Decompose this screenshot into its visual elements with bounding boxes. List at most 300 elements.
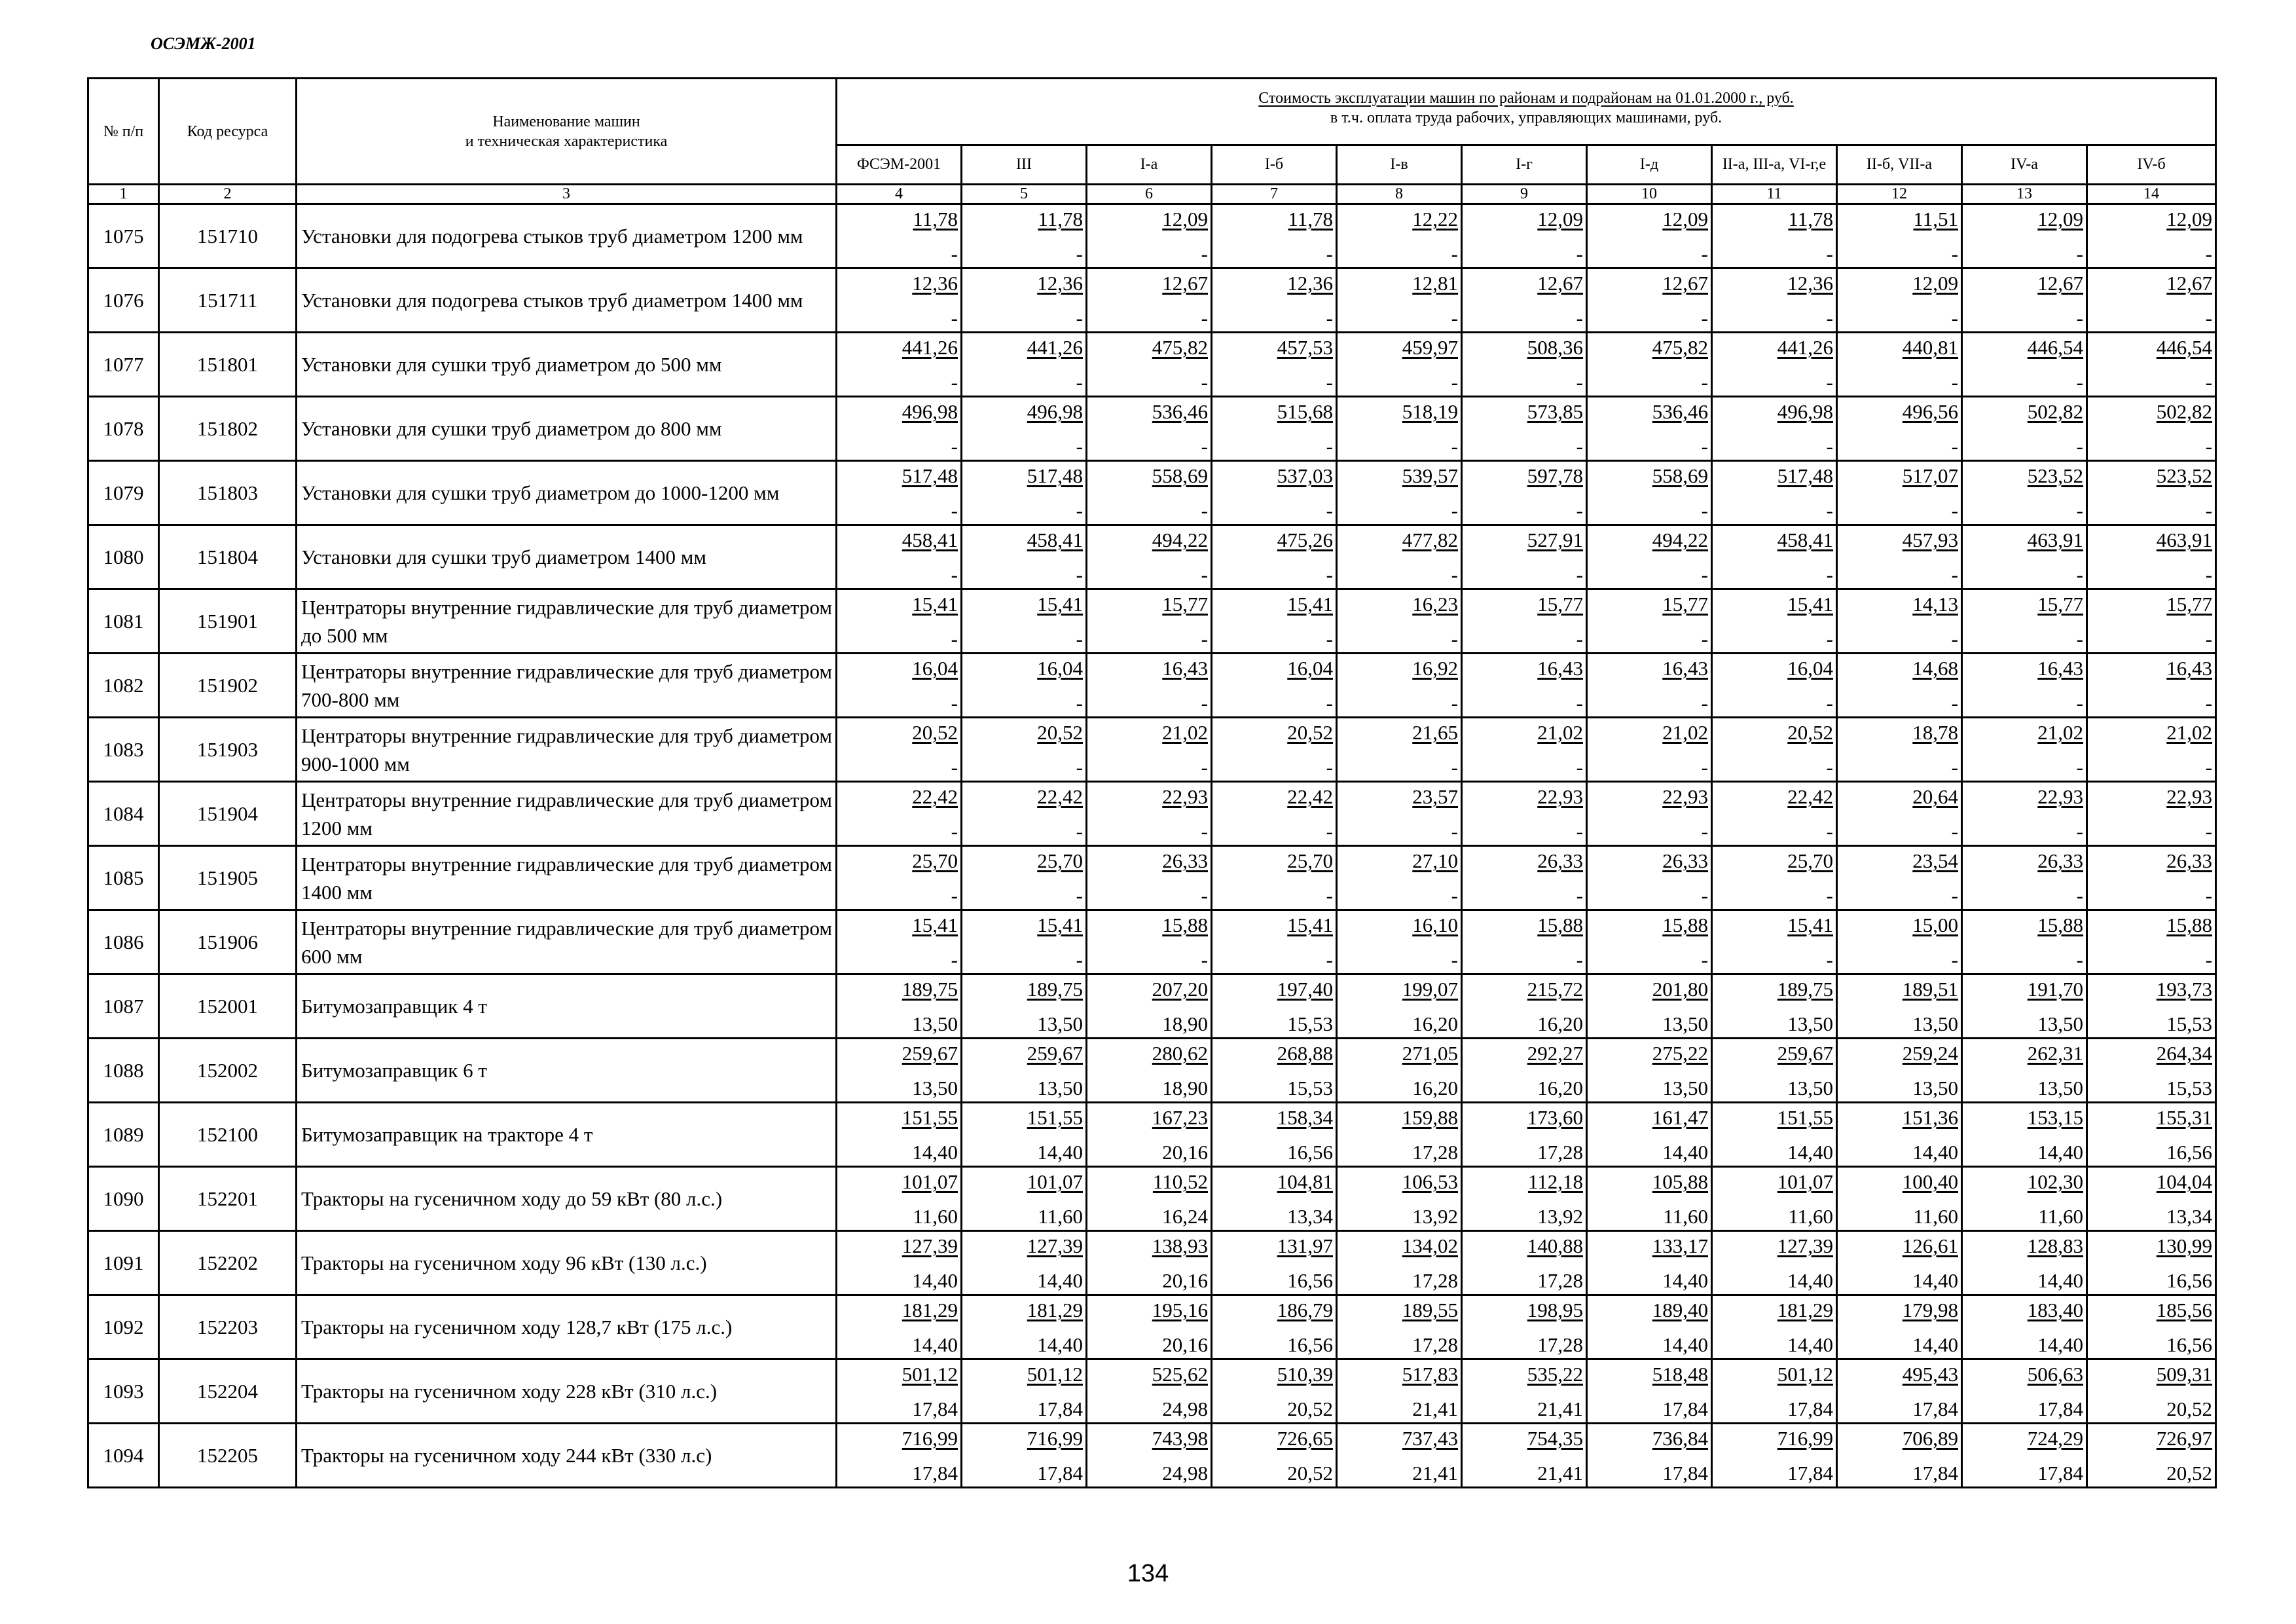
cost-cell [1712,1359,1837,1424]
operating-cost-value: 12,67 [1662,272,1708,295]
cost-cell [1212,718,1337,782]
operating-cost-value: 536,46 [1652,400,1708,423]
cost-cell [962,1359,1087,1424]
labor-cost: - [2205,563,2213,586]
labor-cost: - [1326,948,1333,971]
operating-cost-value: 20,52 [1037,721,1083,744]
labor-cost: 16,56 [2166,1269,2213,1292]
operating-cost-value: 16,04 [1787,657,1833,680]
row-number: 1087 [88,974,159,1039]
cost-cell [1837,1039,1962,1103]
operating-cost-value: 15,88 [1162,913,1208,936]
cost-cell [1587,461,1712,525]
operating-cost [962,1168,1085,1199]
operating-cost [962,1232,1085,1263]
labor-cost: - [1951,242,1958,265]
operating-cost-value: 280,62 [1152,1042,1208,1065]
labor-cost: 14,40 [1662,1333,1708,1356]
operating-cost [1087,269,1211,301]
operating-cost-value: 15,41 [912,593,958,616]
cost-cell [1962,910,2087,974]
cost-cell [1837,525,1962,589]
cost-cell [962,1231,1087,1295]
labor-cost: - [2205,435,2213,458]
operating-cost [1087,333,1211,365]
labor-cost: 16,20 [1412,1077,1458,1099]
operating-cost-value: 495,43 [1902,1363,1958,1386]
operating-cost-value: 193,73 [2156,978,2213,1001]
operating-cost [1212,718,1336,750]
cost-cell [1587,204,1712,268]
labor-cost: - [1951,371,1958,394]
operating-cost [837,1103,960,1135]
operating-cost-value: 12,81 [1412,272,1458,295]
labor-cost: - [1201,499,1208,522]
labor-cost: - [1451,563,1458,586]
operating-cost-value: 262,31 [2027,1042,2083,1065]
operating-cost-value: 21,02 [2166,721,2213,744]
labor-cost: - [1451,756,1458,779]
labor-cost: 16,24 [1162,1205,1208,1228]
labor-cost: 20,52 [1287,1462,1333,1485]
operating-cost [1588,1039,1711,1071]
operating-cost-value: 131,97 [1277,1234,1333,1257]
operating-cost-value: 496,98 [1027,400,1083,423]
operating-cost [1212,654,1336,686]
machine-name: Тракторы на гусеничном ходу 128,7 кВт (175 л.с.) [297,1295,837,1359]
operating-cost [2088,205,2215,236]
labor-cost: - [2076,692,2083,714]
operating-cost [1838,654,1961,686]
cost-cell [1962,1103,2087,1167]
operating-cost-value: 501,12 [1027,1363,1083,1386]
operating-cost-value: 502,82 [2027,400,2083,423]
cost-cell [962,718,1087,782]
labor-cost: - [951,371,958,394]
cost-cell [1212,1167,1337,1231]
operating-cost-value: 536,46 [1152,400,1208,423]
cost-cell [1837,654,1962,718]
cost-cell [1712,1295,1837,1359]
cost-cell [1962,397,2087,461]
labor-cost: - [2205,242,2213,265]
machine-name: Установки для сушки труб диаметром до 500 мм [297,333,837,397]
cost-cell [962,397,1087,461]
labor-cost: 17,84 [1912,1462,1958,1485]
operating-cost-value: 15,88 [2166,913,2213,936]
operating-cost [837,1424,960,1456]
labor-cost: - [2205,948,2213,971]
labor-cost: - [1451,820,1458,843]
cost-cell [837,1359,962,1424]
labor-cost: - [1701,242,1708,265]
operating-cost [1087,718,1211,750]
operating-cost [1588,847,1711,878]
operating-cost [1838,1424,1961,1456]
operating-cost-value: 726,65 [1277,1427,1333,1450]
operating-cost-value: 11,51 [1913,208,1958,231]
operating-cost-value: 15,77 [1662,593,1708,616]
operating-cost-value: 12,36 [912,272,958,295]
labor-cost: - [951,692,958,714]
labor-cost: 17,84 [1787,1462,1833,1485]
cost-cell [1337,654,1462,718]
operating-cost [1212,911,1336,942]
operating-cost-value: 15,41 [1037,913,1083,936]
operating-cost [1838,397,1961,429]
labor-cost: - [1451,692,1458,714]
cost-cell [1087,1103,1212,1167]
operating-cost-value: 151,55 [1027,1106,1083,1129]
labor-cost: 14,40 [1912,1333,1958,1356]
labor-cost: - [1701,499,1708,522]
operating-cost [1963,590,2086,621]
labor-cost: - [1326,242,1333,265]
cost-cell [1212,1295,1337,1359]
operating-cost-value: 140,88 [1527,1234,1583,1257]
operating-cost-value: 15,77 [2166,593,2213,616]
operating-cost [837,1296,960,1327]
operating-cost [1588,654,1711,686]
operating-cost [837,847,960,878]
operating-cost-value: 16,10 [1412,913,1458,936]
cost-cell [1962,1359,2087,1424]
labor-cost: 11,60 [1913,1205,1958,1228]
operating-cost-value: 14,13 [1912,593,1958,616]
operating-cost-value: 181,29 [902,1299,958,1321]
cost-cell [837,1231,962,1295]
operating-cost-value: 11,78 [913,208,958,231]
operating-cost-value: 509,31 [2156,1363,2213,1386]
operating-cost-value: 496,56 [1902,400,1958,423]
operating-cost [1463,654,1586,686]
labor-cost: 13,50 [1912,1077,1958,1099]
operating-cost [1087,1360,1211,1392]
operating-cost [1463,205,1586,236]
cost-cell [1837,268,1962,333]
operating-cost [837,783,960,814]
operating-cost [1463,847,1586,878]
operating-cost-value: 189,75 [902,978,958,1001]
operating-cost [1212,205,1336,236]
operating-cost-value: 101,07 [1027,1170,1083,1193]
operating-cost-value: 12,36 [1287,272,1333,295]
cost-cell [1337,589,1462,654]
operating-cost-value: 130,99 [2156,1234,2213,1257]
cost-cell [1087,718,1212,782]
labor-cost: 14,40 [912,1269,958,1292]
operating-cost [1713,783,1836,814]
operating-cost-value: 15,77 [2037,593,2083,616]
labor-cost: 14,40 [1912,1141,1958,1164]
cost-cell [962,782,1087,846]
operating-cost [1713,1424,1836,1456]
operating-cost-value: 457,93 [1902,528,1958,551]
operating-cost-value: 183,40 [2027,1299,2083,1321]
labor-cost: - [2076,820,2083,843]
cost-cell [1837,333,1962,397]
labor-cost: 16,20 [1412,1012,1458,1035]
cost-cell [1337,718,1462,782]
operating-cost [1087,1424,1211,1456]
labor-cost: - [1326,499,1333,522]
row-number: 1085 [88,846,159,910]
labor-cost: 16,56 [2166,1141,2213,1164]
operating-cost [837,1360,960,1392]
cost-cell [1212,1103,1337,1167]
resource-code: 152201 [159,1167,297,1231]
operating-cost-value: 104,04 [2156,1170,2213,1193]
cost-cell [1712,654,1837,718]
operating-cost-value: 724,29 [2027,1427,2083,1450]
operating-cost-value: 523,52 [2027,464,2083,487]
cost-cell [1587,589,1712,654]
operating-cost [1588,975,1711,1006]
column-number: 3 [297,185,837,204]
operating-cost [837,269,960,301]
operating-cost-value: 441,26 [1027,336,1083,359]
operating-cost-value: 127,39 [1027,1234,1083,1257]
operating-cost [1713,911,1836,942]
operating-cost [962,975,1085,1006]
operating-cost-value: 21,02 [2037,721,2083,744]
cost-cell [1712,718,1837,782]
operating-cost [1212,462,1336,493]
operating-cost [2088,397,2215,429]
cost-cell [1712,397,1837,461]
operating-cost-value: 518,19 [1402,400,1458,423]
cost-cell [1212,1231,1337,1295]
operating-cost-value: 475,82 [1652,336,1708,359]
row-number: 1088 [88,1039,159,1103]
column-number: 4 [837,185,962,204]
labor-cost: 13,34 [2166,1205,2213,1228]
operating-cost-value: 268,88 [1277,1042,1333,1065]
cost-cell [837,1039,962,1103]
labor-cost: - [1826,435,1833,458]
operating-cost [1463,1296,1586,1327]
labor-cost: 14,40 [1662,1141,1708,1164]
operating-cost-value: 133,17 [1652,1234,1708,1257]
table-row [88,589,2216,654]
operating-cost-value: 716,99 [902,1427,958,1450]
operating-cost [1463,526,1586,557]
cost-cell [1087,1359,1212,1424]
operating-cost-value: 151,55 [902,1106,958,1129]
operating-cost [837,718,960,750]
labor-cost: 13,50 [1662,1077,1708,1099]
operating-cost [1713,718,1836,750]
resource-code: 152001 [159,974,297,1039]
cost-cell [1337,204,1462,268]
operating-cost-value: 127,39 [1777,1234,1833,1257]
resource-code: 151901 [159,589,297,654]
operating-cost [2088,269,2215,301]
labor-cost: - [1951,692,1958,714]
operating-cost-value: 25,70 [1287,849,1333,872]
labor-cost: 17,28 [1537,1141,1583,1164]
cost-cell [962,1103,1087,1167]
operating-cost-value: 259,67 [1777,1042,1833,1065]
operating-cost [1838,462,1961,493]
cost-cell [1337,333,1462,397]
operating-cost-value: 275,22 [1652,1042,1708,1065]
labor-cost: - [1201,306,1208,329]
labor-cost: 20,16 [1162,1269,1208,1292]
operating-cost-value: 11,78 [1788,208,1833,231]
operating-cost-value: 199,07 [1402,978,1458,1001]
cost-cell [1087,333,1212,397]
operating-cost-value: 173,60 [1527,1106,1583,1129]
operating-cost [1087,1103,1211,1135]
labor-cost: - [1576,435,1583,458]
operating-cost-value: 15,41 [1287,913,1333,936]
operating-cost [1338,1360,1461,1392]
region-header: II-б, VII-а [1837,145,1962,185]
operating-cost [1963,205,2086,236]
operating-cost [1963,1168,2086,1199]
operating-cost [1087,1168,1211,1199]
operating-cost [1588,333,1711,365]
row-number: 1093 [88,1359,159,1424]
operating-cost [1463,1103,1586,1135]
cost-cell [2087,1424,2216,1488]
operating-cost [1713,1168,1836,1199]
operating-cost-value: 22,93 [2037,785,2083,808]
machine-cost-table [87,77,2217,1488]
resource-code: 151802 [159,397,297,461]
operating-cost [1963,333,2086,365]
operating-cost [1588,783,1711,814]
cost-cell [962,461,1087,525]
operating-cost-value: 159,88 [1402,1106,1458,1129]
labor-cost: - [2205,820,2213,843]
row-number: 1086 [88,910,159,974]
cost-cell [1712,1167,1837,1231]
cost-cell [1962,1039,2087,1103]
operating-cost [1087,462,1211,493]
cost-cell [2087,204,2216,268]
operating-cost-value: 459,97 [1402,336,1458,359]
header-name-line1: Наименование машин [492,113,640,130]
operating-cost [1463,1232,1586,1263]
operating-cost [1838,1232,1961,1263]
operating-cost-value: 16,04 [1037,657,1083,680]
operating-cost-value: 153,15 [2027,1106,2083,1129]
row-number: 1081 [88,589,159,654]
cost-cell [1837,782,1962,846]
operating-cost [1963,1232,2086,1263]
labor-cost: - [1201,242,1208,265]
cost-cell [1462,1039,1587,1103]
labor-cost: 14,40 [912,1141,958,1164]
operating-cost-value: 477,82 [1402,528,1458,551]
labor-cost: 14,40 [1662,1269,1708,1292]
operating-cost [1838,718,1961,750]
operating-cost-value: 25,70 [1037,849,1083,872]
labor-cost: 14,40 [1787,1269,1833,1292]
cost-cell [837,846,962,910]
operating-cost-value: 501,12 [902,1363,958,1386]
operating-cost-value: 186,79 [1277,1299,1333,1321]
operating-cost [962,1424,1085,1456]
operating-cost-value: 16,43 [1662,657,1708,680]
row-number: 1082 [88,654,159,718]
operating-cost-value: 259,67 [1027,1042,1083,1065]
machine-name: Центраторы внутренние гидравлические для труб диаметром 700-800 мм [297,654,837,718]
cost-cell [1462,1295,1587,1359]
table-row [88,1039,2216,1103]
machine-name: Тракторы на гусеничном ходу до 59 кВт (80 л.с.) [297,1167,837,1231]
operating-cost [1338,205,1461,236]
operating-cost [1963,975,2086,1006]
cost-cell [1587,1039,1712,1103]
region-header: IV-б [2087,145,2216,185]
operating-cost [1838,1039,1961,1071]
region-header: II-а, III-а, VI-г,е [1712,145,1837,185]
table-row [88,846,2216,910]
operating-cost-value: 15,41 [1037,593,1083,616]
operating-cost-value: 726,97 [2156,1427,2213,1450]
operating-cost [962,333,1085,365]
operating-cost [1838,526,1961,557]
cost-cell [2087,461,2216,525]
operating-cost [1212,1039,1336,1071]
operating-cost-value: 20,52 [1287,721,1333,744]
operating-cost-value: 706,89 [1902,1427,1958,1450]
labor-cost: 17,84 [2037,1397,2083,1420]
labor-cost: - [2076,242,2083,265]
labor-cost: 17,28 [1537,1269,1583,1292]
labor-cost: - [1076,948,1083,971]
labor-cost: - [951,884,958,907]
operating-cost [1963,911,2086,942]
operating-cost-value: 155,31 [2156,1106,2213,1129]
operating-cost-value: 12,09 [2037,208,2083,231]
operating-cost-value: 15,88 [1662,913,1708,936]
operating-cost [837,205,960,236]
machine-name: Установки для подогрева стыков труб диаметром 1200 мм [297,204,837,268]
operating-cost-value: 179,98 [1902,1299,1958,1321]
operating-cost-value: 100,40 [1902,1170,1958,1193]
operating-cost [1338,397,1461,429]
operating-cost [962,205,1085,236]
cost-cell [1587,1295,1712,1359]
labor-cost: - [1201,435,1208,458]
operating-cost [1087,1296,1211,1327]
operating-cost-value: 25,70 [912,849,958,872]
operating-cost [1338,911,1461,942]
labor-cost: 13,50 [1037,1012,1083,1035]
row-number: 1091 [88,1231,159,1295]
labor-cost: - [1451,948,1458,971]
operating-cost-value: 21,02 [1537,721,1583,744]
labor-cost: - [1576,756,1583,779]
labor-cost: - [1701,692,1708,714]
table-row [88,1424,2216,1488]
cost-cell [1212,654,1337,718]
cost-cell [1712,461,1837,525]
operating-cost-value: 21,02 [1162,721,1208,744]
cost-cell [1212,846,1337,910]
operating-cost-value: 441,26 [1777,336,1833,359]
operating-cost-value: 16,92 [1412,657,1458,680]
operating-cost-value: 101,07 [902,1170,958,1193]
cost-cell [837,268,962,333]
labor-cost: - [1576,692,1583,714]
operating-cost [1338,1232,1461,1263]
labor-cost: 13,50 [1787,1077,1833,1099]
